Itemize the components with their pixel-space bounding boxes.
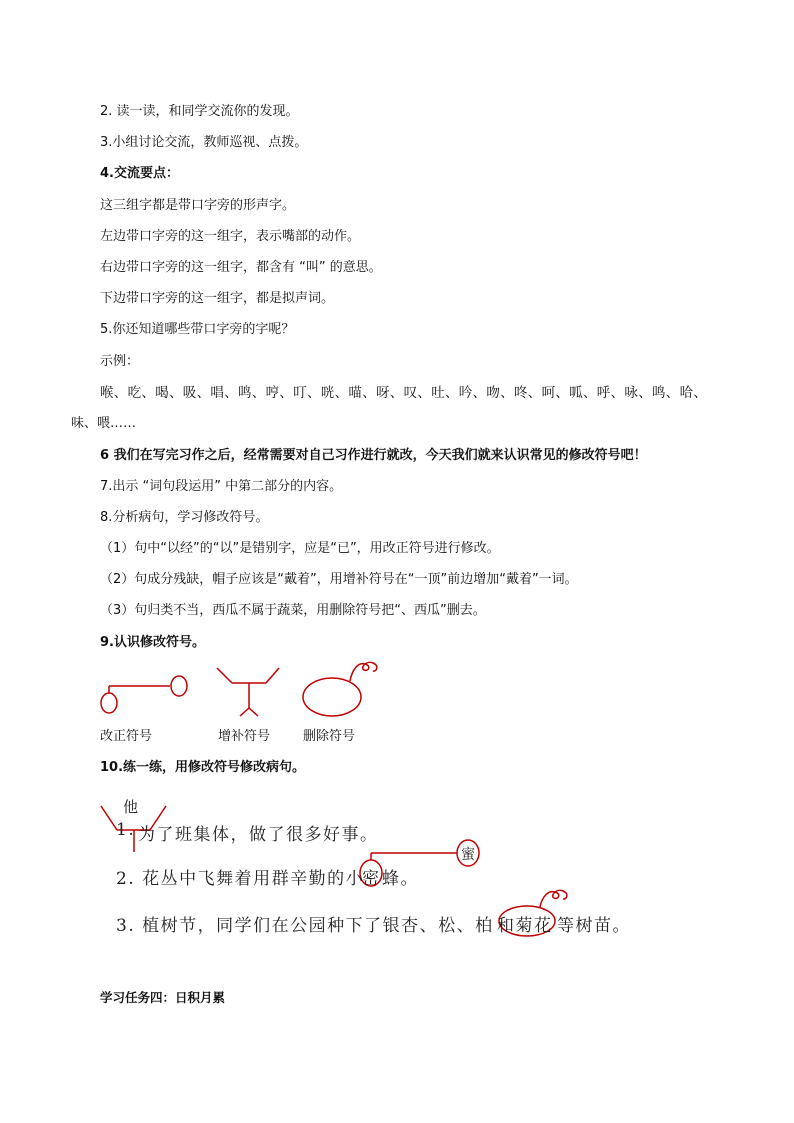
analysis-3: （3）句归类不当，西瓜不属于蔬菜，用删除符号把“、西瓜”删去。 — [100, 603, 486, 618]
delete-symbol — [303, 662, 377, 716]
exercise3-text-end: 等树苗。 — [557, 916, 631, 936]
step-8: 8.分析病句，学习修改符号。 — [100, 510, 269, 525]
task-four-heading: 学习任务四：日积月累 — [100, 990, 226, 1005]
step-2: 2. 读一读，和同学交流你的发现。 — [100, 104, 299, 119]
step-10: 10.练一练，用修改符号修改病句。 — [100, 760, 306, 775]
example-label: 示例： — [100, 354, 140, 369]
insert-symbol — [217, 668, 279, 716]
point-2: 左边带口字旁的这一组字，表示嘴部的动作。 — [100, 229, 361, 244]
exercise2-text-start: 2. 花丛中飞舞着用群辛勤的小 — [116, 869, 365, 889]
example-chars-1: 喉、吃、喝、吸、唱、鸣、哼、叮、咣、喵、呀、叹、吐、吟、吻、咚、呵、呱、呼、咏、鸣、哈、 — [100, 385, 708, 401]
correct-symbol-label: 改正符号 — [100, 729, 153, 744]
insert-symbol-label: 增补符号 — [218, 729, 271, 744]
exercise1-number: 1. — [116, 820, 136, 840]
point-3: 右边带口字旁的这一组字，都含有 “叫” 的意思。 — [100, 260, 382, 275]
correct-symbol-small-circle — [101, 693, 117, 713]
step-4: 4.交流要点： — [100, 166, 179, 181]
step-6: 6 我们在写完习作之后，经常需要对自己习作进行就改，今天我们就来认识常见的修改符号吧！ — [100, 448, 647, 463]
exercise3-text-start: 3. 植树节，同学们在公园种下了银杏、松、柏 — [116, 916, 494, 936]
exercise1-text: 为了班集体，做了很多好事。 — [138, 825, 379, 845]
analysis-2: （2）句成分残缺，帽子应该是“戴着”，用增补符号在“一顶”前边增加“戴着”一词。 — [100, 572, 578, 587]
point-4: 下边带口字旁的这一组字，都是拟声词。 — [100, 291, 335, 306]
delete-symbol-label: 删除符号 — [303, 729, 356, 744]
exercise2-text-end: 蜂。 — [382, 869, 419, 889]
exercise3-deleted-words: 和菊花 — [497, 916, 553, 936]
step-9: 9.认识修改符号。 — [100, 635, 205, 650]
example-chars-2: 味、喂…… — [71, 416, 137, 431]
step-3: 3.小组讨论交流，教师巡视、点拨。 — [100, 135, 308, 150]
step-5: 5.你还知道哪些带口字旁的字呢？ — [100, 322, 295, 337]
analysis-1: （1）句中“以经”的“以”是错别字，应是“已”，用改正符号进行修改。 — [100, 541, 500, 556]
exercise1-inserted-word: 他 — [123, 798, 140, 816]
exercise2-wrong-char: 密 — [362, 869, 381, 889]
step-7: 7.出示 “词句段运用” 中第二部分的内容。 — [100, 479, 343, 494]
correct-symbol-big-circle — [171, 676, 187, 696]
exercise2-corrected-char: 蜜 — [461, 847, 477, 863]
point-1: 这三组字都是带口字旁的形声字。 — [100, 198, 296, 213]
